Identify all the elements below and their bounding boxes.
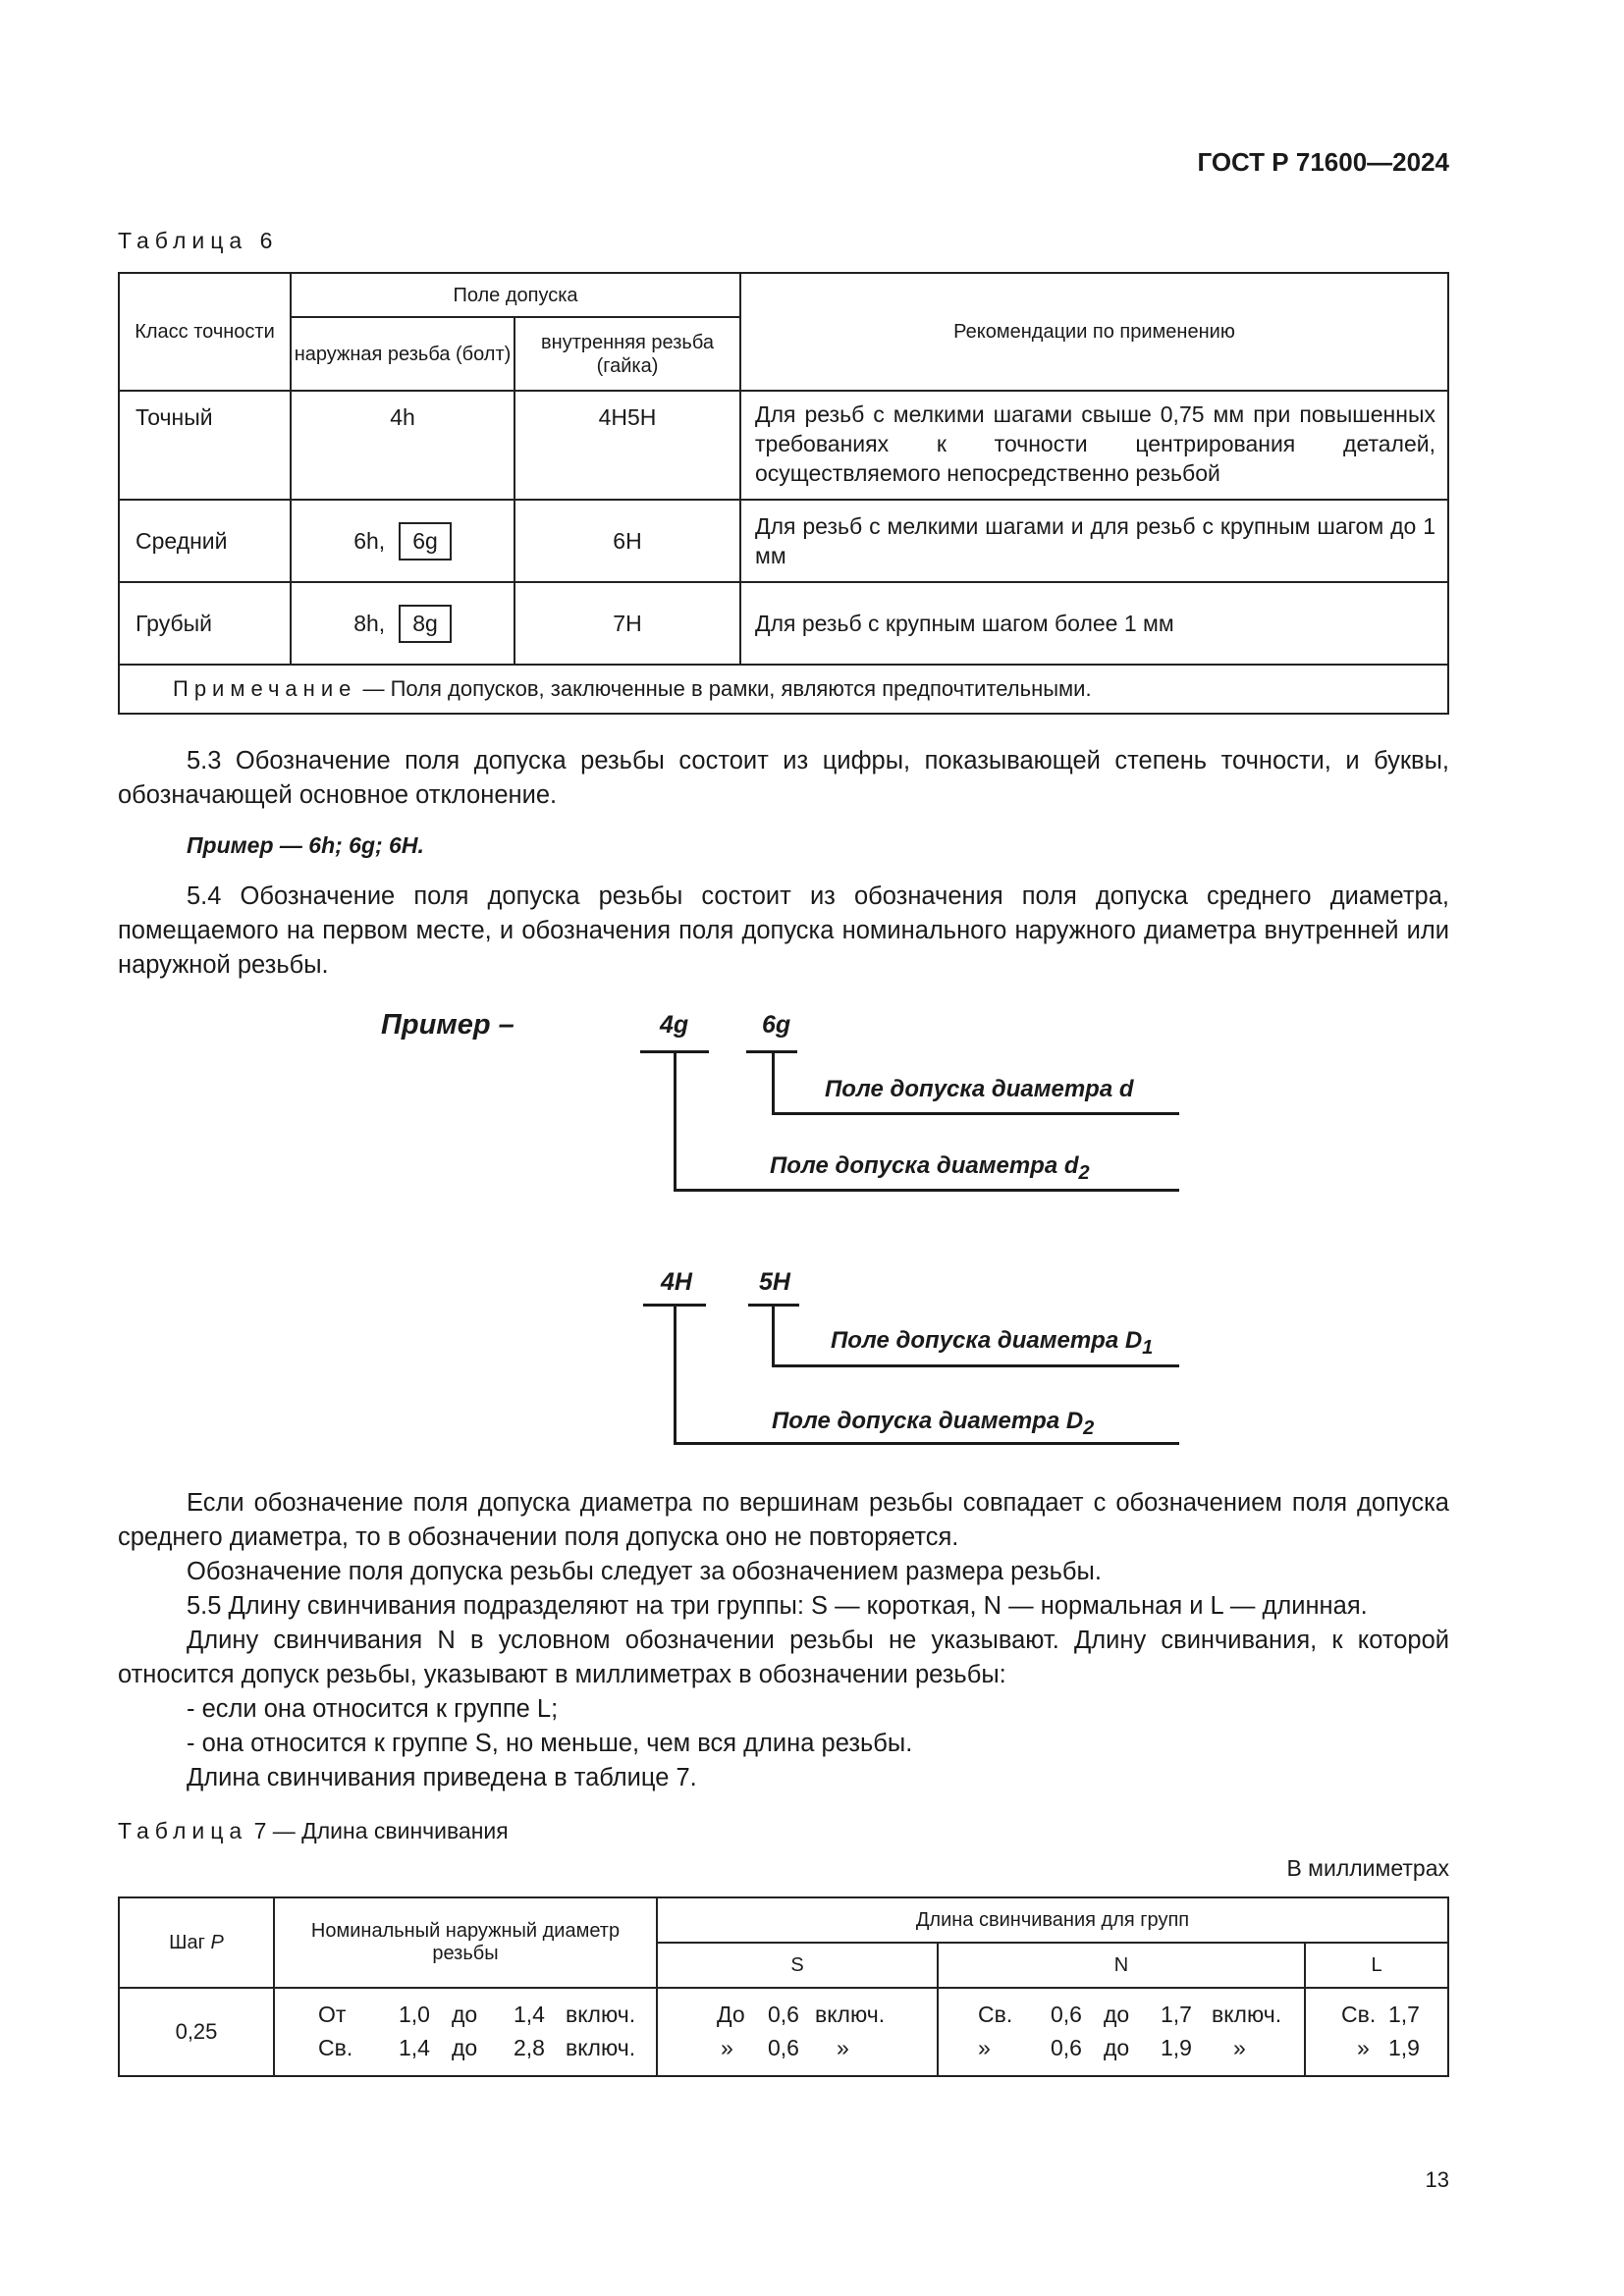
caption-text: 7 — Длина свинчивания [247, 1818, 509, 1843]
cell-text: Св. [1341, 2002, 1377, 2027]
cell-text: 1,0 [399, 2002, 430, 2027]
units-note: В миллиметрах [1286, 1855, 1449, 1881]
page-number: 13 [1425, 2167, 1449, 2192]
example-label: Пример – [381, 1009, 514, 1041]
cell-text: Св. [318, 2035, 353, 2060]
cell-text: 1,9 [1388, 2035, 1420, 2060]
header-internal: внутренняя резьба (гайка) [514, 317, 740, 391]
preferred-frame: 6g [399, 522, 452, 561]
cell-text: до [1104, 2035, 1130, 2060]
caption-label: Таблица [118, 1818, 248, 1843]
cell-text: включ. [566, 2035, 636, 2060]
paragraph-table7-ref: Длина свинчивания приведена в таблице 7. [187, 1764, 697, 1791]
paragraph-follow: Обозначение поля допуска резьбы следует за обозначением размера резьбы. [187, 1558, 1102, 1585]
table7-caption [118, 1818, 509, 1844]
label-tol-D2 [772, 1408, 1094, 1440]
header-pitch [119, 1897, 274, 1988]
cell-text: до [452, 2035, 478, 2060]
table6 [118, 272, 1449, 715]
cell-text: 0,6 [1051, 2002, 1082, 2027]
paragraph-5-3: 5.3 Обозначение поля допуска резьбы состоит из цифры, показывающей степень точности, и буквы, обозначающей основное отклонение. [118, 747, 1449, 809]
cell-text: 0,6 [768, 2035, 799, 2060]
cell-text: Св. [978, 2002, 1013, 2027]
l-cell [1305, 1988, 1448, 2076]
leader-line [772, 1112, 1179, 1115]
pitch-cell: 0,25 [119, 1988, 274, 2076]
paragraph-length: Длину свинчивания N в условном обозначении резьбы не указывают. Длину свинчивания, к которой относится допуск резьбы, указывают в миллиметрах в обозначении резьбы: [118, 1627, 1449, 1688]
cell-text: 1,4 [399, 2035, 430, 2060]
cell-text: От [318, 2002, 347, 2027]
cell-text: До [717, 2002, 745, 2027]
header-external: наружная резьба (болт) [291, 317, 514, 391]
label-tol-D1 [831, 1327, 1153, 1360]
n-cell [938, 1988, 1305, 2076]
table-row [119, 1988, 1448, 2076]
external-cell [291, 582, 514, 665]
table-row [119, 582, 1448, 665]
paragraph-coincide: Если обозначение поля допуска диаметра по вершинам резьбы совпадает с обозначением поля допуска среднего диаметра, то в обозначении поля допуска оно не повторяется. [118, 1489, 1449, 1551]
external-cell: 4h [291, 391, 514, 500]
cell-text: » [1357, 2035, 1370, 2060]
external-cell [291, 500, 514, 582]
table-row [119, 500, 1448, 582]
leader-line [674, 1189, 1179, 1192]
internal-cell: 7H [514, 582, 740, 665]
s-cell [657, 1988, 938, 2076]
paragraph-5-4: 5.4 Обозначение поля допуска резьбы состоит из обозначения поля допуска среднего диаметра, помещаемого на первом месте, и обозначения поля допуска номинального наружного диаметра внутренней или наружной резьбы. [118, 882, 1449, 979]
header-diameter: Номинальный наружный диаметр резьбы [274, 1897, 657, 1988]
header-l: L [1305, 1943, 1448, 1988]
paragraph-5-5: 5.5 Длину свинчивания подразделяют на три группы: S — короткая, N — нормальная и L — длинная. [187, 1592, 1368, 1620]
class-cell: Грубый [119, 582, 291, 665]
recommendation-cell: Для резьб с мелкими шагами и для резьб с крупным шагом до 1 мм [740, 500, 1448, 582]
label-4h: 4H [661, 1268, 692, 1296]
cell-text: » [721, 2035, 733, 2060]
note-label: Примечание [173, 676, 357, 701]
subscript: 1 [1142, 1336, 1154, 1359]
cell-text: включ. [815, 2002, 886, 2027]
cell-text: до [452, 2002, 478, 2027]
header-s: S [657, 1943, 938, 1988]
label-text: Поле допуска диаметра d [770, 1152, 1079, 1179]
cell-text: » [1233, 2035, 1246, 2060]
example-1: Пример — 6h; 6g; 6H. [187, 832, 424, 858]
leader-line [772, 1364, 1179, 1367]
leader-line [772, 1050, 775, 1114]
label-text: Поле допуска диаметра D [772, 1408, 1084, 1434]
class-cell: Средний [119, 500, 291, 582]
leader-line [772, 1304, 775, 1366]
cell-text: 1,7 [1161, 2002, 1192, 2027]
label-4g: 4g [660, 1011, 689, 1039]
internal-cell: 4H5H [514, 391, 740, 500]
list-item: - она относится к группе S, но меньше, чем вся длина резьбы. [187, 1730, 913, 1757]
cell-text: 1,7 [1388, 2002, 1420, 2027]
cell-text: 0,6 [768, 2002, 799, 2027]
cell-text: 2,8 [514, 2035, 545, 2060]
header-pitch-text: Шаг [169, 1931, 211, 1953]
header-n: N [938, 1943, 1305, 1988]
cell-text: включ. [1212, 2002, 1282, 2027]
class-cell: Точный [119, 391, 291, 500]
cell-text: » [978, 2035, 991, 2060]
header-pitch-var: P [210, 1931, 224, 1953]
leader-line [674, 1304, 677, 1445]
cell-text: 0,6 [1051, 2035, 1082, 2060]
cell-text: 1,9 [1161, 2035, 1192, 2060]
cell-text: до [1104, 2002, 1130, 2027]
leader-line [674, 1050, 677, 1192]
external-value: 6h, [353, 527, 386, 554]
list-item: - если она относится к группе L; [187, 1695, 559, 1723]
cell-text: » [837, 2035, 849, 2060]
preferred-frame: 8g [399, 605, 452, 643]
table6-note [119, 665, 1448, 714]
header-class: Класс точности [119, 273, 291, 391]
cell-text: 1,4 [514, 2002, 545, 2027]
external-value: 8h, [353, 610, 386, 636]
standard-number: ГОСТ Р 71600—2024 [1197, 147, 1449, 177]
internal-cell: 6H [514, 500, 740, 582]
table6-caption: Таблица 6 [118, 228, 279, 253]
label-tol-d2 [770, 1152, 1090, 1185]
cell-text: включ. [566, 2002, 636, 2027]
table-row [119, 391, 1448, 500]
label-tol-d: Поле допуска диаметра d [825, 1076, 1134, 1102]
table7 [118, 1896, 1449, 2077]
label-6g: 6g [762, 1011, 791, 1039]
subscript: 2 [1083, 1416, 1095, 1439]
diameter-cell [274, 1988, 657, 2076]
header-length: Длина свинчивания для групп [657, 1897, 1448, 1943]
recommendation-cell: Для резьб с мелкими шагами свыше 0,75 мм при повышенных требованиях к точности центрирования деталей, осуществляемого непосредственно резьбой [740, 391, 1448, 500]
header-recommendations: Рекомендации по применению [740, 273, 1448, 391]
label-5h: 5H [759, 1268, 790, 1296]
label-text: Поле допуска диаметра D [831, 1327, 1143, 1354]
header-tolerance-field: Поле допуска [291, 273, 740, 317]
subscript: 2 [1078, 1161, 1090, 1184]
note-text: — Поля допусков, заключенные в рамки, являются предпочтительными. [356, 676, 1092, 701]
recommendation-cell: Для резьб с крупным шагом более 1 мм [740, 582, 1448, 665]
leader-line [674, 1442, 1179, 1445]
